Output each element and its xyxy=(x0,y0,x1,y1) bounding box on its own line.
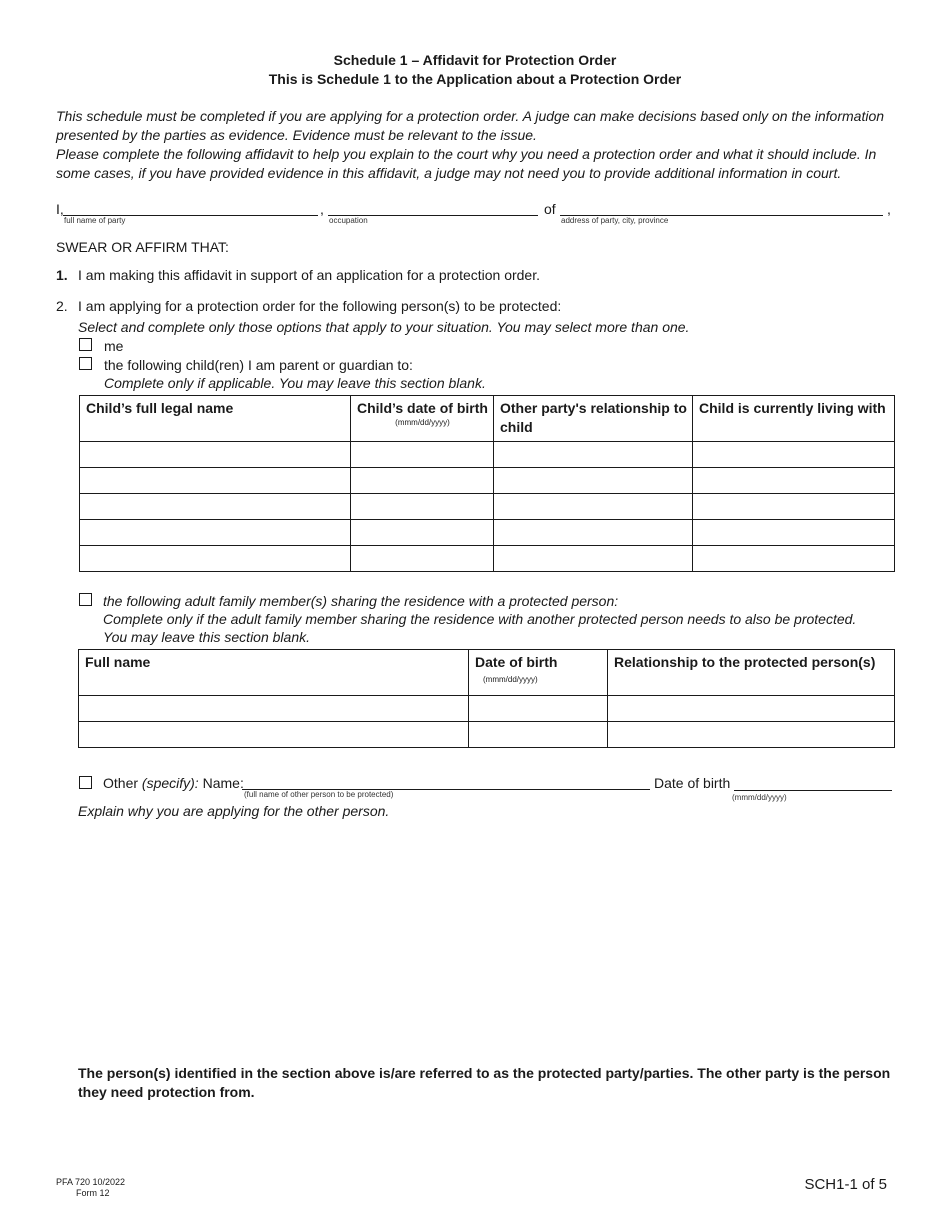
intro-line: Please complete the following affidavit to help you explain to the court why you need a protection order and what it should include. In xyxy=(56,146,877,162)
table-cell[interactable] xyxy=(693,546,895,572)
other-dob-field[interactable] xyxy=(734,790,892,791)
of-label: of xyxy=(544,201,556,217)
table-row xyxy=(80,468,895,494)
children-checkbox[interactable] xyxy=(79,357,92,370)
swear-heading: SWEAR OR AFFIRM THAT: xyxy=(56,239,229,255)
table-cell[interactable] xyxy=(494,546,693,572)
table-cell[interactable] xyxy=(693,468,895,494)
col-living-with: Child is currently living with xyxy=(693,396,895,442)
other-label xyxy=(103,775,244,791)
table-cell[interactable] xyxy=(469,696,608,722)
table-cell[interactable] xyxy=(608,722,895,748)
table-cell[interactable] xyxy=(80,546,351,572)
table-cell[interactable] xyxy=(80,468,351,494)
i-label: I, xyxy=(56,201,64,217)
form-subtitle: This is Schedule 1 to the Application about a Protection Order xyxy=(268,71,682,87)
dob-format: (mmm/dd/yyyy) xyxy=(483,675,538,684)
table-cell[interactable] xyxy=(351,520,494,546)
page-number: SCH1-1 of 5 xyxy=(804,1176,887,1193)
dob-format: (mmm/dd/yyyy) xyxy=(395,418,450,427)
table-cell[interactable] xyxy=(80,494,351,520)
table-cell[interactable] xyxy=(693,442,895,468)
form-code: PFA 720 10/2022 xyxy=(56,1177,126,1187)
table-cell[interactable] xyxy=(469,722,608,748)
table-row xyxy=(79,696,895,722)
adults-table-header xyxy=(79,650,895,696)
other-dob-caption: (mmm/dd/yyyy) xyxy=(732,793,787,802)
table-row xyxy=(80,442,895,468)
table-cell[interactable] xyxy=(79,696,469,722)
note-line: they need protection from. xyxy=(78,1084,255,1100)
table-cell[interactable] xyxy=(494,468,693,494)
other-name-label: Name: xyxy=(202,775,244,791)
form-number: Form 12 xyxy=(76,1188,110,1198)
comma: , xyxy=(320,201,324,217)
adults-label: the following adult family member(s) sharing the residence with a protected person: xyxy=(103,593,619,609)
table-cell[interactable] xyxy=(351,546,494,572)
item-2-text: I am applying for a protection order for the following person(s) to be protected: xyxy=(78,298,562,314)
other-explain: Explain why you are applying for the other person. xyxy=(78,803,390,819)
intro-text xyxy=(56,107,896,183)
end-comma: , xyxy=(887,201,891,217)
col-relationship: Other party's relationship to child xyxy=(494,396,693,442)
col-child-name: Child’s full legal name xyxy=(80,396,351,442)
intro-line: presented by the parties as evidence. Evidence must be relevant to the issue. xyxy=(56,127,537,143)
item-1-text: I am making this affidavit in support of an application for a protection order. xyxy=(78,267,540,283)
col-full-name: Full name xyxy=(79,650,469,696)
me-checkbox[interactable] xyxy=(79,338,92,351)
footer-form-code xyxy=(56,1177,125,1199)
adults-table xyxy=(78,649,895,748)
children-table xyxy=(79,395,895,572)
col-relationship-protected: Relationship to the protected person(s) xyxy=(608,650,895,696)
party-name-caption: full name of party xyxy=(64,216,126,225)
occupation-caption: occupation xyxy=(329,216,368,225)
children-note: Complete only if applicable. You may leave this section blank. xyxy=(104,375,486,391)
col-child-dob: Child’s date of birth (mmm/dd/yyyy) xyxy=(351,396,494,442)
adults-note: You may leave this section blank. xyxy=(103,629,311,645)
table-cell[interactable] xyxy=(494,494,693,520)
table-cell[interactable] xyxy=(80,520,351,546)
note-line: The person(s) identified in the section above is/are referred to as the protected party/parties. The other party is the person xyxy=(78,1065,891,1081)
table-cell[interactable] xyxy=(494,520,693,546)
table-row xyxy=(80,494,895,520)
other-specify: (specify): xyxy=(141,775,199,791)
table-row xyxy=(80,520,895,546)
form-title: Schedule 1 – Affidavit for Protection Order xyxy=(333,52,617,68)
table-row xyxy=(79,722,895,748)
children-table-header xyxy=(80,396,895,442)
table-cell[interactable] xyxy=(693,494,895,520)
other-checkbox[interactable] xyxy=(79,776,92,789)
other-name-caption: (full name of other person to be protected) xyxy=(244,790,394,799)
other-text: Other xyxy=(103,775,139,791)
table-cell[interactable] xyxy=(351,442,494,468)
table-row xyxy=(80,546,895,572)
item-2-instruction: Select and complete only those options that apply to your situation. You may select more than one. xyxy=(78,319,690,335)
adults-checkbox[interactable] xyxy=(79,593,92,606)
adults-note: Complete only if the adult family member sharing the residence with another protected person needs to also be protected. xyxy=(103,611,857,627)
address-caption: address of party, city, province xyxy=(561,216,669,225)
me-label: me xyxy=(104,338,124,354)
table-cell[interactable] xyxy=(79,722,469,748)
table-cell[interactable] xyxy=(351,494,494,520)
table-cell[interactable] xyxy=(80,442,351,468)
item-1-number: 1. xyxy=(56,267,68,283)
intro-line: some cases, if you have provided evidence in this affidavit, a judge may not need you to provide additional information in court. xyxy=(56,165,842,181)
table-cell[interactable] xyxy=(351,468,494,494)
other-dob-label: Date of birth xyxy=(654,775,731,791)
table-cell[interactable] xyxy=(693,520,895,546)
protected-party-note xyxy=(78,1064,908,1102)
col-dob: Date of birth (mmm/dd/yyyy) xyxy=(469,650,608,696)
children-label: the following child(ren) I am parent or guardian to: xyxy=(104,357,413,373)
item-2-number: 2. xyxy=(56,298,68,314)
table-cell[interactable] xyxy=(608,696,895,722)
intro-line: This schedule must be completed if you are applying for a protection order. A judge can make decisions based only on the information xyxy=(56,108,885,124)
table-cell[interactable] xyxy=(494,442,693,468)
